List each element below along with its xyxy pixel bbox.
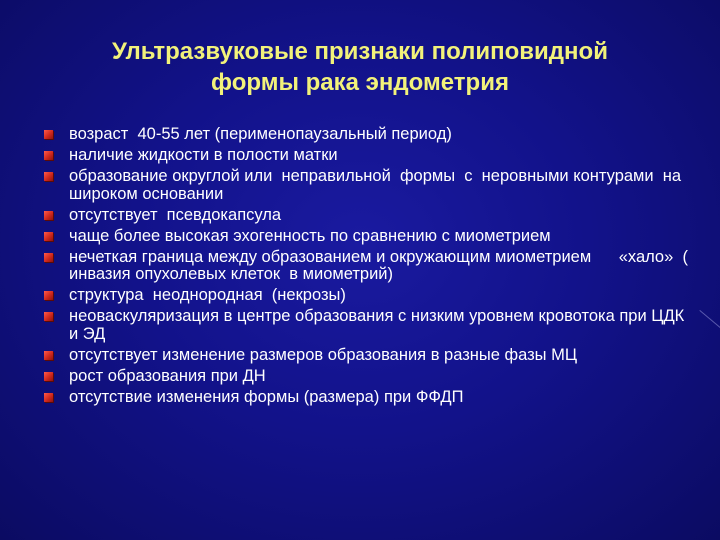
bullet-item [44,207,694,225]
slide-title-line-1: Ультразвуковые признаки полиповидной [112,38,608,65]
bullet-item [44,147,694,165]
bullet-item [44,368,694,386]
bullet-text: рост образования при ДН [69,366,266,385]
bullet-list [44,126,694,410]
bullet-item [44,287,694,305]
bullet-text: структура неоднородная (некрозы) [69,286,346,304]
bullet-item [44,126,694,144]
bullet-text: отсутствует изменение размеров образования в разные фазы МЦ [69,345,578,364]
bullet-item [44,308,694,343]
red-square-bullet-icon [44,393,53,402]
bullet-item [44,249,694,284]
bullet-text: образование округлой или неправильной формы с неровными контурами на широком основании [69,167,691,203]
slide-title-line-2: формы рака эндометрия [211,69,509,96]
bullet-item [44,168,694,203]
bullet-text: отсутствие изменения формы (размера) при ФФДП [69,387,464,406]
bullet-text: нечеткая граница между образованием и окружающим миометрием «хало» ( инвазия опухолевых клеток в миометрий) [69,247,693,283]
red-square-bullet-icon [44,151,53,160]
red-square-bullet-icon [44,291,53,300]
bullet-item [44,389,694,407]
bullet-text: наличие жидкости в полости матки [69,146,338,164]
red-square-bullet-icon [44,172,53,181]
red-square-bullet-icon [44,253,53,262]
bullet-text: возраст 40-55 лет (перименопаузальный период) [69,125,452,143]
red-square-bullet-icon [44,211,53,220]
bullet-text: неоваскуляризация в центре образования с низким уровнем кровотока при ЦДК и ЭД [69,307,689,343]
red-square-bullet-icon [44,351,53,360]
bullet-item [44,228,694,246]
bullet-text: чаще более высокая эхогенность по сравнению с миометрием [69,226,551,245]
red-square-bullet-icon [44,312,53,321]
red-square-bullet-icon [44,130,53,139]
slide-title [40,36,680,98]
bullet-item [44,347,694,365]
red-square-bullet-icon [44,232,53,241]
red-square-bullet-icon [44,372,53,381]
bullet-text: отсутствует псевдокапсула [69,205,282,224]
decorative-line [699,310,720,330]
